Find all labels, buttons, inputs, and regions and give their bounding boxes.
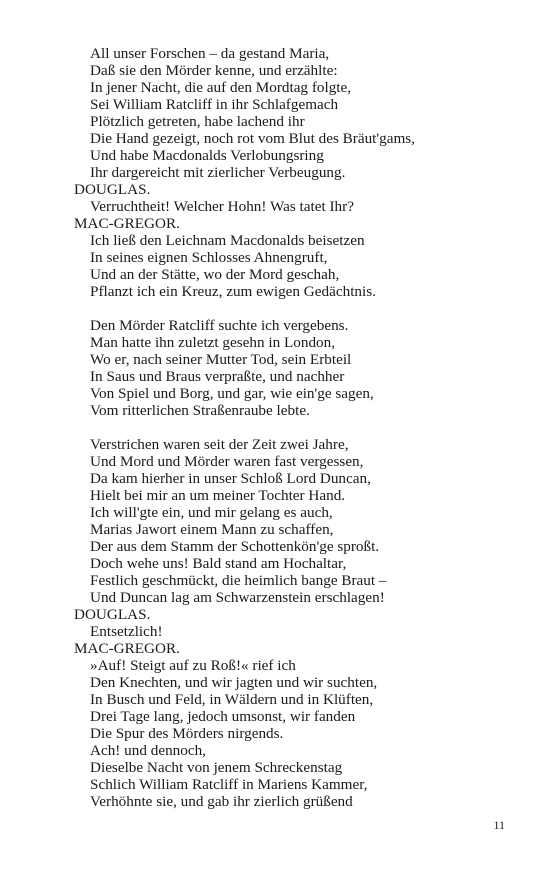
verse-line: Plötzlich getreten, habe lachend ihr — [90, 113, 305, 130]
page-number: 11 — [493, 818, 505, 832]
verse-line: All unser Forschen – da gestand Maria, — [90, 45, 330, 62]
verse-line: Und habe Macdonalds Verlobungsring — [90, 147, 324, 164]
verse-line: Ihr dargereicht mit zierlicher Verbeugung. — [90, 164, 346, 181]
verse-line: Der aus dem Stamm der Schottenkön'ge sproßt. — [90, 538, 380, 555]
verse-line: Pflanzt ich ein Kreuz, zum ewigen Gedächtnis. — [90, 283, 376, 300]
verse-line: Man hatte ihn zuletzt gesehn in London, — [90, 334, 336, 351]
verse-line: Und an der Stätte, wo der Mord geschah, — [90, 266, 340, 283]
speaker-name: MAC-GREGOR. — [74, 640, 180, 657]
verse-line: Drei Tage lang, jedoch umsonst, wir fanden — [90, 708, 356, 725]
verse-line: Entsetzlich! — [90, 623, 163, 640]
verse-line: Sei William Ratcliff in ihr Schlafgemach — [90, 96, 339, 113]
verse-line: Verhöhnte sie, und gab ihr zierlich grüßend — [90, 793, 353, 810]
verse-line: Und Mord und Mörder waren fast vergessen, — [90, 453, 364, 470]
verse-line: Schlich William Ratcliff in Mariens Kammer, — [90, 776, 368, 793]
verse-line: Daß sie den Mörder kenne, und erzählte: — [90, 62, 338, 79]
verse-line: Den Mörder Ratcliff suchte ich vergebens. — [90, 317, 349, 334]
verse-line: In Busch und Feld, in Wäldern und in Klüften, — [90, 691, 374, 708]
verse-line: Hielt bei mir an um meiner Tochter Hand. — [90, 487, 346, 504]
verse-line: Die Hand gezeigt, noch rot vom Blut des Bräut'gams, — [90, 130, 415, 147]
verse-line: Ich ließ den Leichnam Macdonalds beisetzen — [90, 232, 365, 249]
verse-line: Verruchtheit! Welcher Hohn! Was tatet Ihr? — [90, 198, 354, 215]
verse-line: Den Knechten, und wir jagten und wir suchten, — [90, 674, 378, 691]
verse-line: »Auf! Steigt auf zu Roß!« rief ich — [90, 657, 296, 674]
verse-line: Doch wehe uns! Bald stand am Hochaltar, — [90, 555, 347, 572]
verse-line: Vom ritterlichen Straßenraube lebte. — [90, 402, 310, 419]
verse-line: In seines eignen Schlosses Ahnengruft, — [90, 249, 328, 266]
verse-line: Wo er, nach seiner Mutter Tod, sein Erbteil — [90, 351, 352, 368]
speaker-name: DOUGLAS. — [74, 181, 151, 198]
verse-line: Die Spur des Mörders nirgends. — [90, 725, 284, 742]
verse-line: Marias Jawort einem Mann zu schaffen, — [90, 521, 334, 538]
speaker-name: DOUGLAS. — [74, 606, 151, 623]
verse-line: Verstrichen waren seit der Zeit zwei Jahre, — [90, 436, 349, 453]
text-block — [74, 45, 514, 810]
verse-line: Und Duncan lag am Schwarzenstein erschlagen! — [90, 589, 385, 606]
verse-line: Dieselbe Nacht von jenem Schreckenstag — [90, 759, 343, 776]
verse-line: Festlich geschmückt, die heimlich bange Braut – — [90, 572, 387, 589]
verse-line: Da kam hierher in unser Schloß Lord Duncan, — [90, 470, 371, 487]
speaker-name: MAC-GREGOR. — [74, 215, 180, 232]
verse-line: Ach! und dennoch, — [90, 742, 206, 759]
verse-line: In jener Nacht, die auf den Mordtag folgte, — [90, 79, 352, 96]
verse-line: In Saus und Braus verpraßte, und nachher — [90, 368, 345, 385]
verse-line: Von Spiel und Borg, und gar, wie ein'ge sagen, — [90, 385, 374, 402]
verse-line: Ich will'gte ein, und mir gelang es auch, — [90, 504, 333, 521]
stanza-break — [74, 419, 514, 436]
stanza-break — [74, 300, 514, 317]
